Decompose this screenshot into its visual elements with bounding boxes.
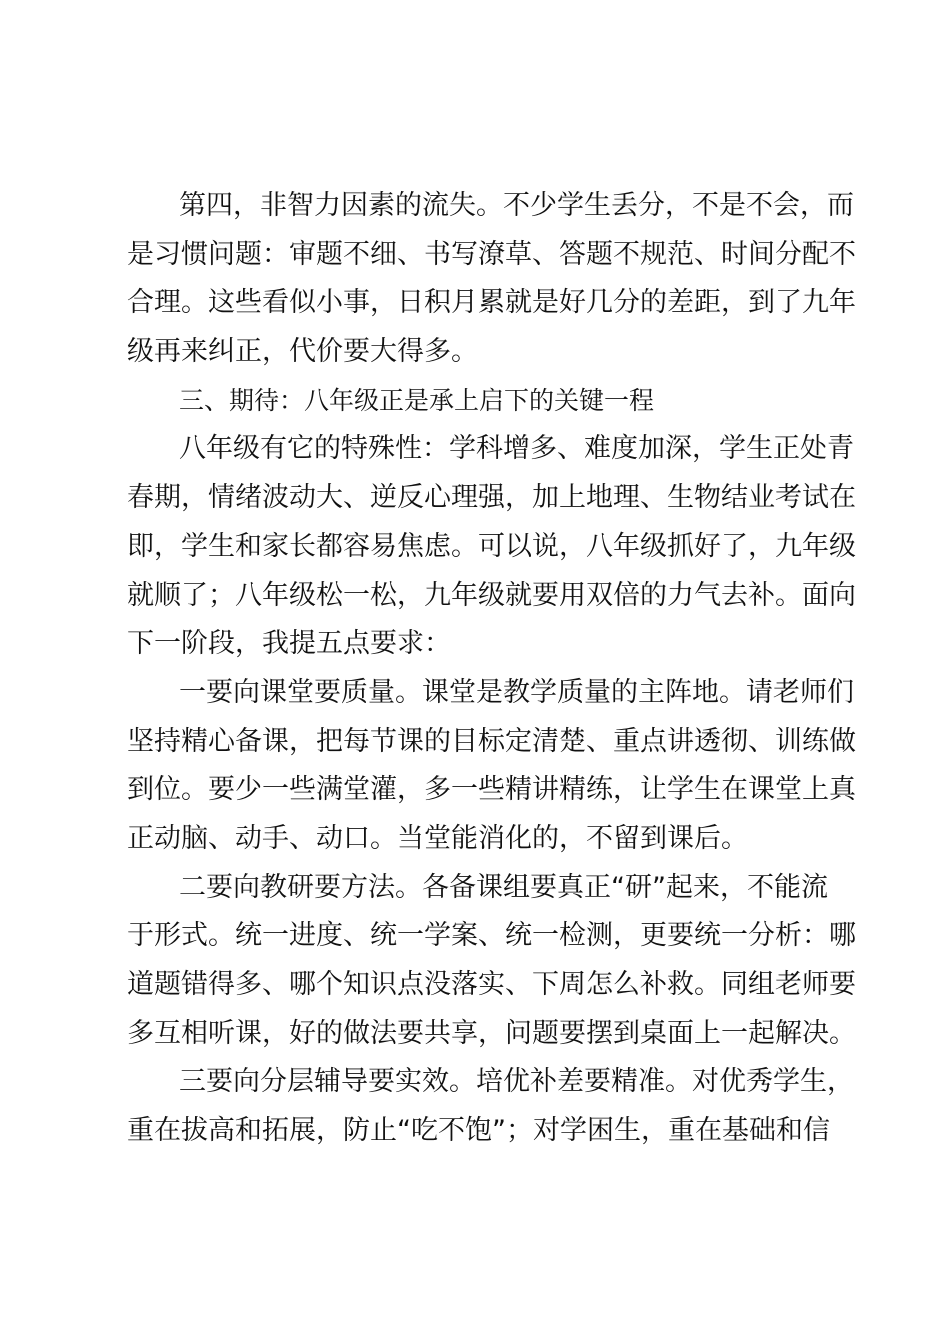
paragraph-line: 就顺了；八年级松一松，九年级就要用双倍的力气去补。面向 bbox=[127, 579, 856, 611]
paragraph-line: 合理。这些看似小事，日积月累就是好几分的差距，到了九年 bbox=[127, 287, 856, 319]
paragraph-line: 三要向分层辅导要实效。培优补差要精准。对优秀学生， bbox=[179, 1066, 854, 1098]
paragraph-line: 多互相听课，好的做法要共享，问题要摆到桌面上一起解决。 bbox=[127, 1017, 856, 1049]
paragraph-line: 下一阶段，我提五点要求： bbox=[127, 628, 451, 660]
paragraph-line: 于形式。统一进度、统一学案、统一检测，更要统一分析：哪 bbox=[127, 920, 856, 952]
paragraph-line: 是习惯问题：审题不细、书写潦草、答题不规范、时间分配不 bbox=[127, 238, 856, 270]
paragraph-line: 道题错得多、哪个知识点没落实、下周怎么补救。同组老师要 bbox=[127, 969, 856, 1000]
paragraph-line: 二要向教研要方法。各备课组要真正“研”起来，不能流 bbox=[179, 871, 828, 903]
section-heading: 三、期待：八年级正是承上启下的关键一程 bbox=[179, 385, 655, 415]
paragraph-line: 重在拔高和拓展，防止“吃不饱”；对学困生，重在基础和信 bbox=[127, 1115, 830, 1147]
paragraph-line: 八年级有它的特殊性：学科增多、难度加深，学生正处青 bbox=[179, 433, 854, 465]
paragraph-line: 正动脑、动手、动口。当堂能消化的，不留到课后。 bbox=[127, 822, 748, 854]
body-text bbox=[127, 182, 856, 1156]
paragraph-line: 即，学生和家长都容易焦虑。可以说，八年级抓好了，九年级 bbox=[127, 530, 856, 562]
paragraph-line: 级再来纠正，代价要大得多。 bbox=[127, 336, 478, 368]
paragraph-line: 第四，非智力因素的流失。不少学生丢分，不是不会，而 bbox=[179, 190, 854, 221]
paragraph-line: 坚持精心备课，把每节课的目标定清楚、重点讲透彻、训练做 bbox=[127, 725, 856, 757]
paragraph-line: 春期，情绪波动大、逆反心理强，加上地理、生物结业考试在 bbox=[127, 482, 856, 514]
paragraph-line: 一要向课堂要质量。课堂是教学质量的主阵地。请老师们 bbox=[179, 676, 854, 708]
paragraph-line: 到位。要少一些满堂灌，多一些精讲精练，让学生在课堂上真 bbox=[127, 774, 856, 806]
